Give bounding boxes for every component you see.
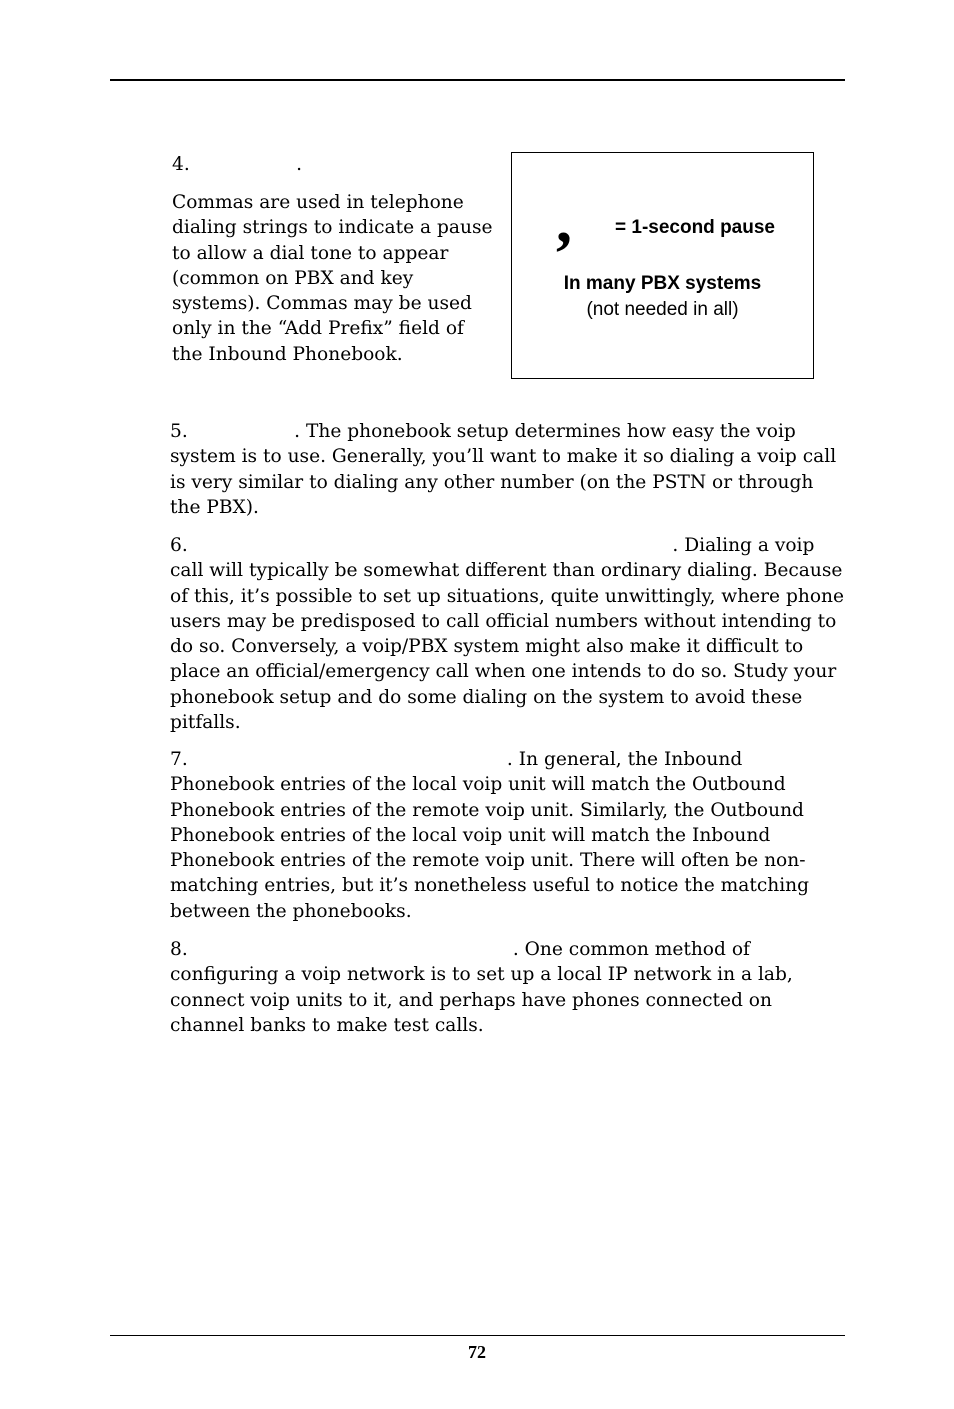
item-4-heading: [172, 152, 302, 177]
page-number: 72: [468, 1342, 486, 1362]
item-4-body: Commas are used in telephone dialing strings to indicate a pause to allow a dial tone to appear (common on PBX and key systems). Commas may be used only in the “Add Prefix” field of the Inbound Phonebook.: [172, 192, 493, 365]
item-8-paragraph: [170, 937, 846, 1038]
item-4-number: 4.: [172, 154, 190, 175]
item-6-number: 6.: [170, 535, 188, 556]
item-6-paragraph: [170, 533, 846, 735]
not-needed-note: (not needed in all): [586, 299, 739, 320]
item-5-number: 5.: [170, 421, 188, 442]
item-8-number: 8.: [170, 939, 188, 960]
item-5-text: The phonebook setup determines how easy the voip system is to use. Generally, you’ll want to make it so dialing a voip call is very similar to dialing any other number (on the PSTN or through the PBX).: [170, 421, 837, 518]
item-8-text: One common method of configuring a voip network is to set up a local IP network in a lab, connect voip units to it, and perhaps have phones connected on channel banks to make test calls.: [170, 939, 793, 1036]
item-7-number: 7.: [170, 749, 188, 770]
pbx-systems-line: In many PBX systems: [563, 273, 762, 294]
comma-pause-callout: [511, 152, 814, 379]
item-5-paragraph: [170, 419, 846, 520]
item-7-lead: .: [187, 749, 513, 770]
item-7-paragraph: [170, 747, 846, 924]
item-8-lead: .: [187, 939, 519, 960]
pause-label: = 1-second pause: [615, 217, 775, 238]
item-6-lead: .: [187, 535, 679, 556]
item-5-lead: .: [187, 421, 301, 442]
item-7-text: In general, the Inbound Phonebook entries of the local voip unit will match the Outbound Phonebook entries of the remote voip unit. Similarly, the Outbound Phonebook entries of the local voip unit will match the Inbound Phonebook entries of the remote voip unit. There will often be non-matching entries, but it’s nonetheless useful to notice the matching between the phonebooks.: [170, 749, 810, 922]
header-rule: [110, 79, 845, 81]
item-6-text: Dialing a voip call will typically be somewhat different than ordinary dialing. Because of this, it’s possible to set up situations, quite unwittingly, where phone users may be predisposed to call official numbers without intending to do so. Conversely, a voip/PBX system might also make it difficult to place an official/emergency call when one intends to do so. Study your phonebook setup and do some dialing on the system to avoid these pitfalls.: [170, 535, 845, 734]
footer-rule: [110, 1335, 845, 1336]
item-4-heading-trail: .: [189, 154, 303, 175]
comma-symbol: ,: [556, 185, 572, 256]
